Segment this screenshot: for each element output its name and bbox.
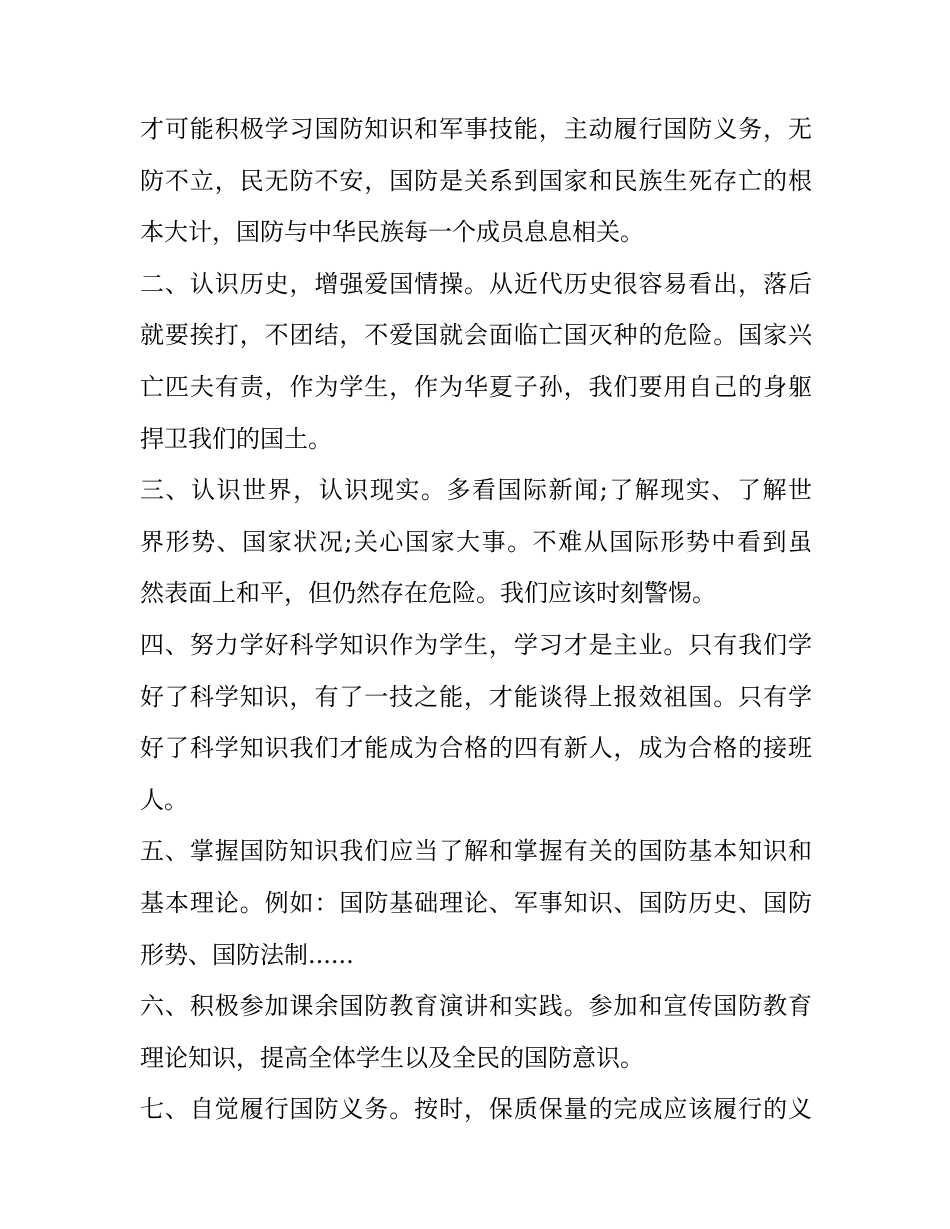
text-line: 就要挨打，不团结，不爱国就会面临亡国灭种的危险。国家兴 <box>140 321 812 350</box>
text-line: 捍卫我们的国土。 <box>140 424 332 453</box>
text-line: 防不立，民无防不安，国防是关系到国家和民族生死存亡的根 <box>140 166 812 195</box>
text-line: 才可能积极学习国防知识和军事技能，主动履行国防义务，无 <box>140 115 812 143</box>
text-line: 基本理论。例如：国防基础理论、军事知识、国防历史、国防 <box>140 888 812 917</box>
text-line: 二、认识历史，增强爱国情操。从近代历史很容易看出，落后 <box>140 269 812 298</box>
text-line: 形势、国防法制...... <box>140 940 354 969</box>
text-line: 好了科学知识，有了一技之能，才能谈得上报效祖国。只有学 <box>140 682 812 711</box>
document-body <box>140 104 812 1136</box>
text-line: 五、掌握国防知识我们应当了解和掌握有关的国防基本知识和 <box>140 837 812 866</box>
text-line: 人。 <box>140 785 188 814</box>
text-line: 好了科学知识我们才能成为合格的四有新人，成为合格的接班 <box>140 734 812 763</box>
text-line: 亡匹夫有责，作为学生，作为华夏子孙，我们要用自己的身躯 <box>140 372 812 401</box>
text-line: 六、积极参加课余国防教育演讲和实践。参加和宣传国防教育 <box>140 992 812 1021</box>
text-line: 七、自觉履行国防义务。按时，保质保量的完成应该履行的义 <box>140 1095 812 1124</box>
text-line: 本大计，国防与中华民族每一个成员息息相关。 <box>140 218 644 247</box>
text-line: 然表面上和平，但仍然存在危险。我们应该时刻警惕。 <box>140 579 716 608</box>
text-line: 四、努力学好科学知识作为学生，学习才是主业。只有我们学 <box>140 630 812 659</box>
text-line: 三、认识世界，认识现实。多看国际新闻;了解现实、了解世 <box>140 476 812 505</box>
text-line: 理论知识，提高全体学生以及全民的国防意识。 <box>140 1043 644 1072</box>
text-line: 界形势、国家状况;关心国家大事。不难从国际形势中看到虽 <box>140 527 812 556</box>
